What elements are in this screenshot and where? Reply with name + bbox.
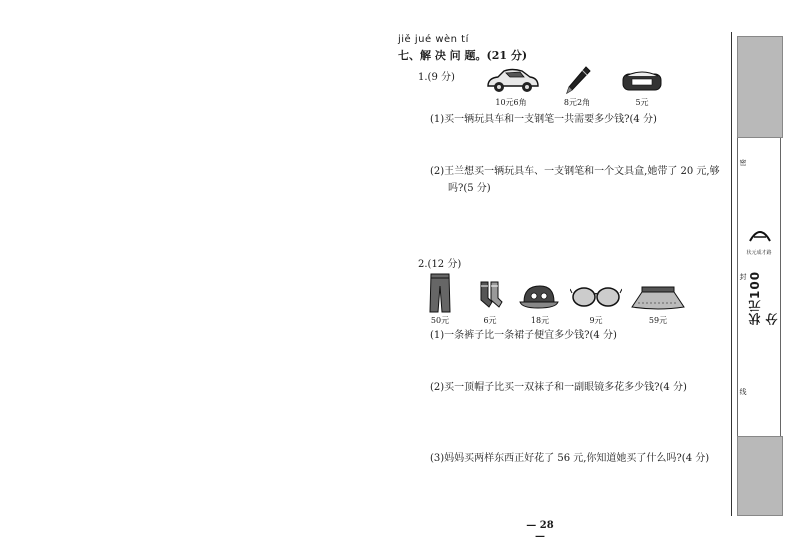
- skirt-icon: [630, 285, 686, 311]
- question-1-heading: 1.(9 分): [418, 72, 455, 83]
- pants-icon: [428, 272, 452, 314]
- binding-char-3: 线: [739, 388, 747, 396]
- pen-icon: [562, 64, 592, 96]
- binding-char-1: 密: [739, 159, 747, 167]
- question-2-part-2: (2)买一顶帽子比买一双袜子和一副眼镜多花多少钱?(4 分): [430, 382, 687, 393]
- question-1-part-1: (1)买一辆玩具车和一支钢笔一共需要多少钱?(4 分): [430, 114, 657, 125]
- pencil-box-price: 5元: [635, 98, 649, 107]
- brand-emblem-icon: [748, 221, 772, 245]
- toy-car-icon: [484, 66, 540, 94]
- question-1-part-2-line-1: (2)王兰想买一辆玩具车、一支钢笔和一个文具盒,她带了 20 元,够: [430, 166, 720, 177]
- glasses-icon: [570, 285, 622, 309]
- binding-divider: [731, 32, 732, 516]
- skirt-price: 59元: [648, 316, 668, 325]
- socks-price: 6元: [483, 316, 497, 325]
- brand-logo: [742, 215, 778, 325]
- brand-tagline: 状元成才路: [746, 250, 772, 256]
- page-number: — 28 —: [526, 520, 554, 542]
- binding-top-block: [737, 36, 783, 138]
- section-title: 七、解 决 问 题。(21 分): [398, 49, 528, 62]
- pencil-box-icon: [620, 66, 664, 94]
- brand-name: 状元100分: [748, 270, 779, 325]
- question-2-part-1: (1)一条裤子比一条裙子便宜多少钱?(4 分): [430, 330, 617, 341]
- socks-icon: [478, 280, 504, 310]
- glasses-price: 9元: [589, 316, 603, 325]
- question-2-heading: 2.(12 分): [418, 259, 462, 270]
- question-1-part-2-line-2: 吗?(5 分): [448, 183, 491, 194]
- binding-char-2: 封: [739, 273, 747, 281]
- pen-price: 8元2角: [563, 98, 591, 107]
- toy-car-price: 10元6角: [495, 98, 527, 107]
- pinyin-annotation: jiě jué wèn tí: [398, 34, 469, 45]
- question-2-part-3: (3)妈妈买两样东西正好花了 56 元,你知道她买了什么吗?(4 分): [430, 453, 710, 464]
- cap-icon: [518, 282, 560, 310]
- binding-bottom-block: [737, 436, 783, 516]
- cap-price: 18元: [530, 316, 550, 325]
- pants-price: 50元: [430, 316, 450, 325]
